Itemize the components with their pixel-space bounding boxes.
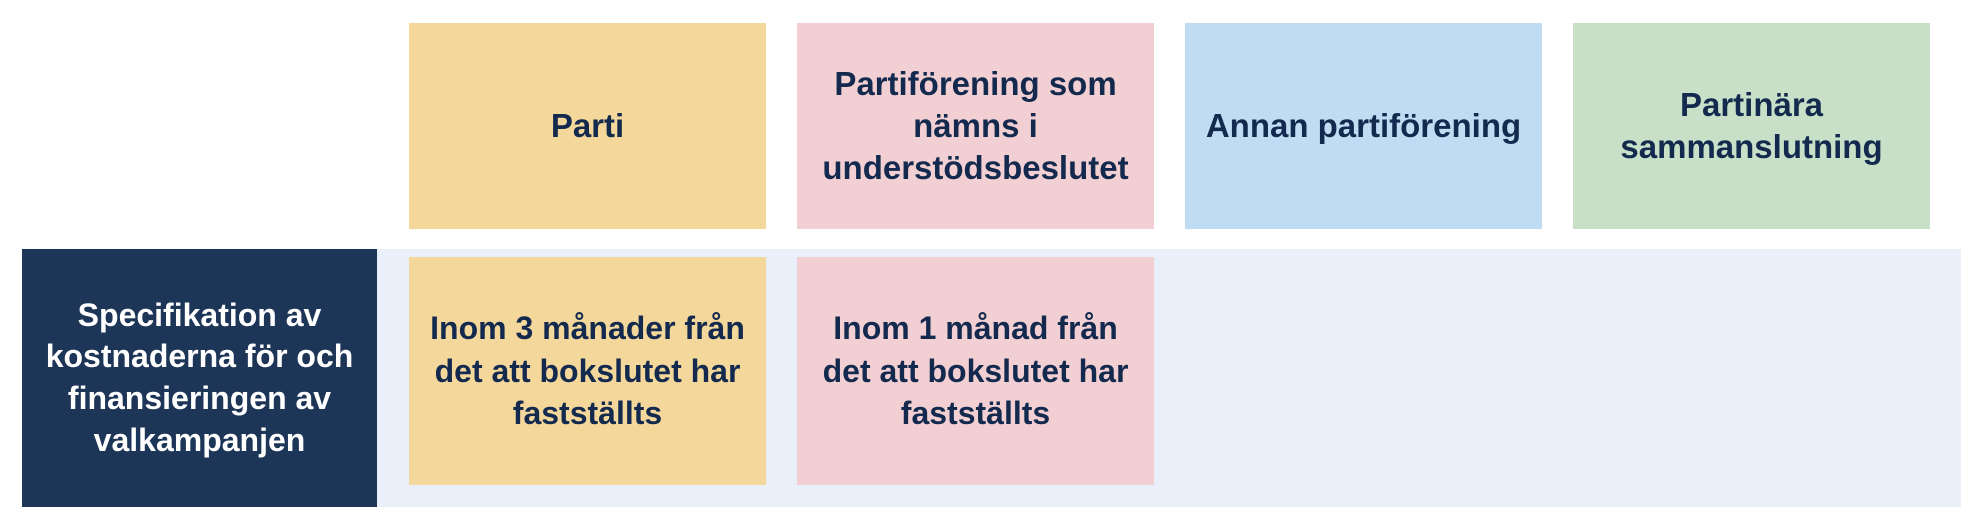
cell-partiforening-som-namns-deadline-text: Inom 1 månad från det att bokslutet har fastställts [822,310,1129,432]
column-header-partiforening-som-namns [797,23,1154,229]
table-row [22,249,1961,507]
cell-partiforening-som-namns-deadline [797,257,1154,485]
cell-annan-partiforening-empty [1185,257,1542,485]
column-header-row [409,23,1930,229]
row-label-specifikation [22,249,377,507]
row-label-text: Specifikation av kostnaderna för och finansieringen av valkampanjen [45,296,354,458]
column-header-parti [409,23,766,229]
column-header-parti-label: Parti [550,107,625,145]
row-cells [409,257,1930,485]
cell-partinara-sammanslutning-empty [1573,257,1930,485]
column-header-partinara-sammanslutning [1573,23,1930,229]
column-header-partinara-sammanslutning-label: Partinära sammanslutning [1620,86,1883,165]
column-header-annan-partiforening-label: Annan partiförening [1205,107,1522,145]
column-header-partiforening-som-namns-label: Partiförening som nämns i understödsbeslutet [822,65,1129,186]
column-header-annan-partiforening [1185,23,1542,229]
cell-parti-deadline [409,257,766,485]
cell-parti-deadline-text: Inom 3 månader från det att bokslutet har fastställts [430,310,745,432]
